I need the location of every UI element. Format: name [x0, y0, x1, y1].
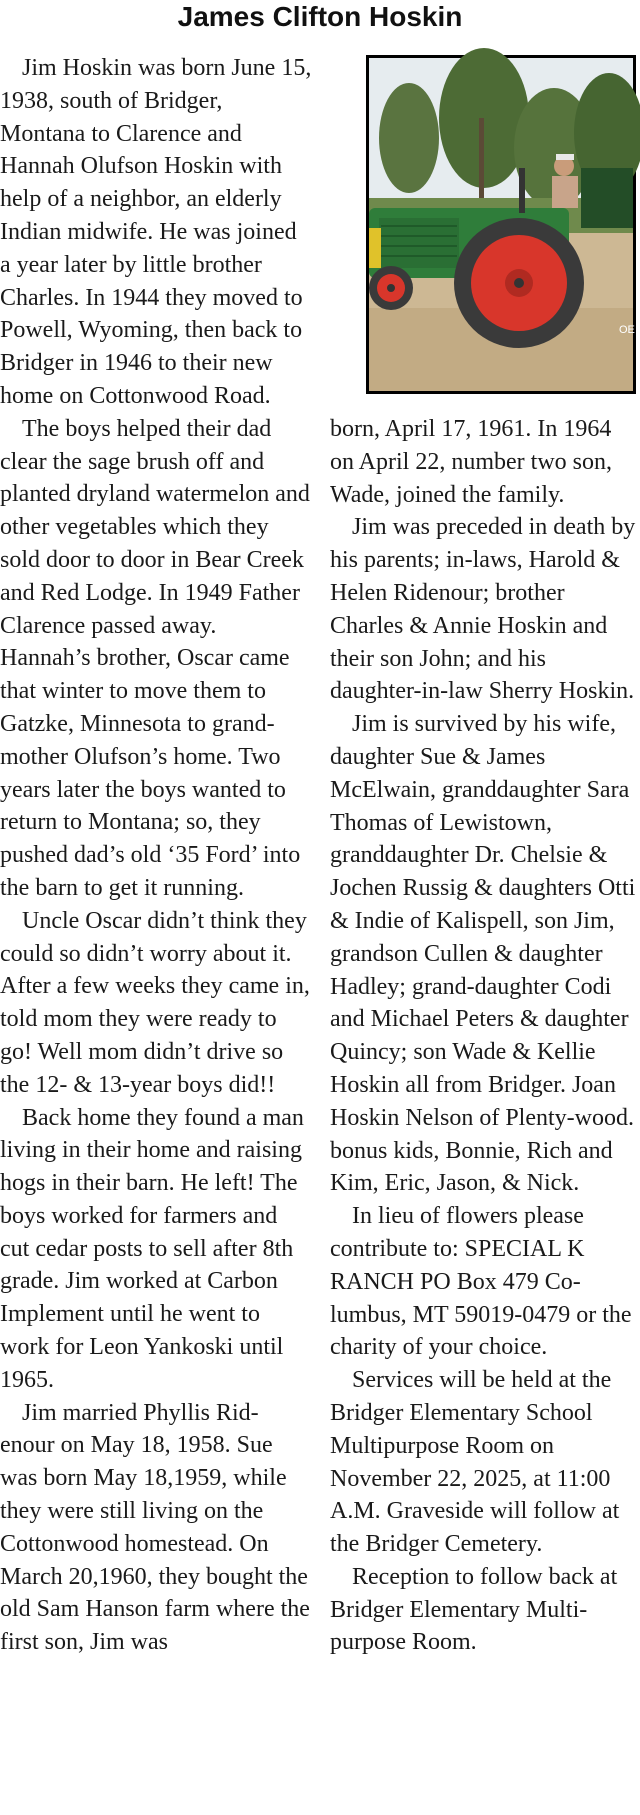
left-column [0, 52, 312, 1659]
tractor-photo [366, 55, 636, 394]
paragraph-survived: Jim is survived by his wife, daughter Sue & James McElwain, granddaughter Sara Thomas of Lewistown, granddaughter Dr. Chelsie & Jochen Russig & daughters Otti & Indie of Kalispell, son Jim, grandson Cullen & daughter Hadley; grand-daughter Codi and Michael Peters & daughter Quincy; son Wade & Kellie Hoskin all from Bridger. Joan Hoskin Nelson of Plenty-wood. bonus kids, Bonnie, Rich and Kim, Eric, Jason, & Nick. [330, 711, 636, 1197]
paragraph-farm-youth: The boys helped their dad clear the sage brush off and planted dryland watermelon and other vegetables which they sold door to door in Bear Creek and Red Lodge. In 1949 Father Clarence passed away. Hannah’s brother, Oscar came that winter to move them to Gatzke, Minnesota to grand-mother Olufson’s home. Two years later the boys wanted to return to Montana; so, they pushed dad’s old ‘35 Ford’ into the barn to get it running. [0, 415, 310, 901]
obituary-title: James Clifton Hoskin [177, 1, 463, 32]
paragraph-preceded: Jim was preceded in death by his parents; in-laws, Harold & Helen Ridenour; brother Charles & Annie Hoskin and their son John; and his daughter-in-law Sherry Hoskin. [330, 514, 636, 705]
paragraph-birth: Jim Hoskin was born June 15, 1938, south of Bridger, Montana to Clarence and Hannah Olufson Hoskin with help of a neighbor, an elderly Indian midwife. He was joined a year later by little brother Charles. In 1944 they moved to Powell, Wyoming, then back to Bridger in 1946 to their new home on Cottonwood Road. [0, 55, 312, 409]
paragraph-back-home: Back home they found a man living in their home and raising hogs in their barn. He left! The boys worked for farmers and cut cedar posts to sell after 8th grade. Jim worked at Carbon Implement until he went to work for Leon Yankoski until 1965. [0, 1104, 304, 1393]
paragraph-reception: Reception to follow back at Bridger Elementary Multi-purpose Room. [330, 1563, 618, 1656]
tractor-photo-image [369, 58, 633, 391]
paragraph-services: Services will be held at the Bridger Elementary School Multipurpose Room on November 22, 2025, at 11:00 A.M. Graveside will follow at the Bridger Cemetery. [330, 1367, 620, 1558]
paragraph-uncle-oscar: Uncle Oscar didn’t think they could so didn’t worry about it. After a few weeks they came in, told mom they were ready to go! Well mom didn’t drive so the 12- & 13-year boys did!! [0, 907, 310, 1098]
paragraph-marriage: Jim married Phyllis Rid-enour on May 18, 1958. Sue was born May 18,1959, while they were still living on the Cottonwood homestead. On March 20,1960, they bought the old Sam Hanson farm where the first son, Jim was [0, 1399, 310, 1656]
paragraph-marriage-continued: born, April 17, 1961. In 1964 on April 22, number two son, Wade, joined the family. [330, 416, 612, 508]
paragraph-in-lieu: In lieu of flowers please contribute to: SPECIAL K RANCH PO Box 479 Co-lumbus, MT 59019-0479 or the charity of your choice. [330, 1203, 632, 1361]
photo-corner-text: OE [619, 324, 635, 336]
right-column [330, 413, 640, 1659]
